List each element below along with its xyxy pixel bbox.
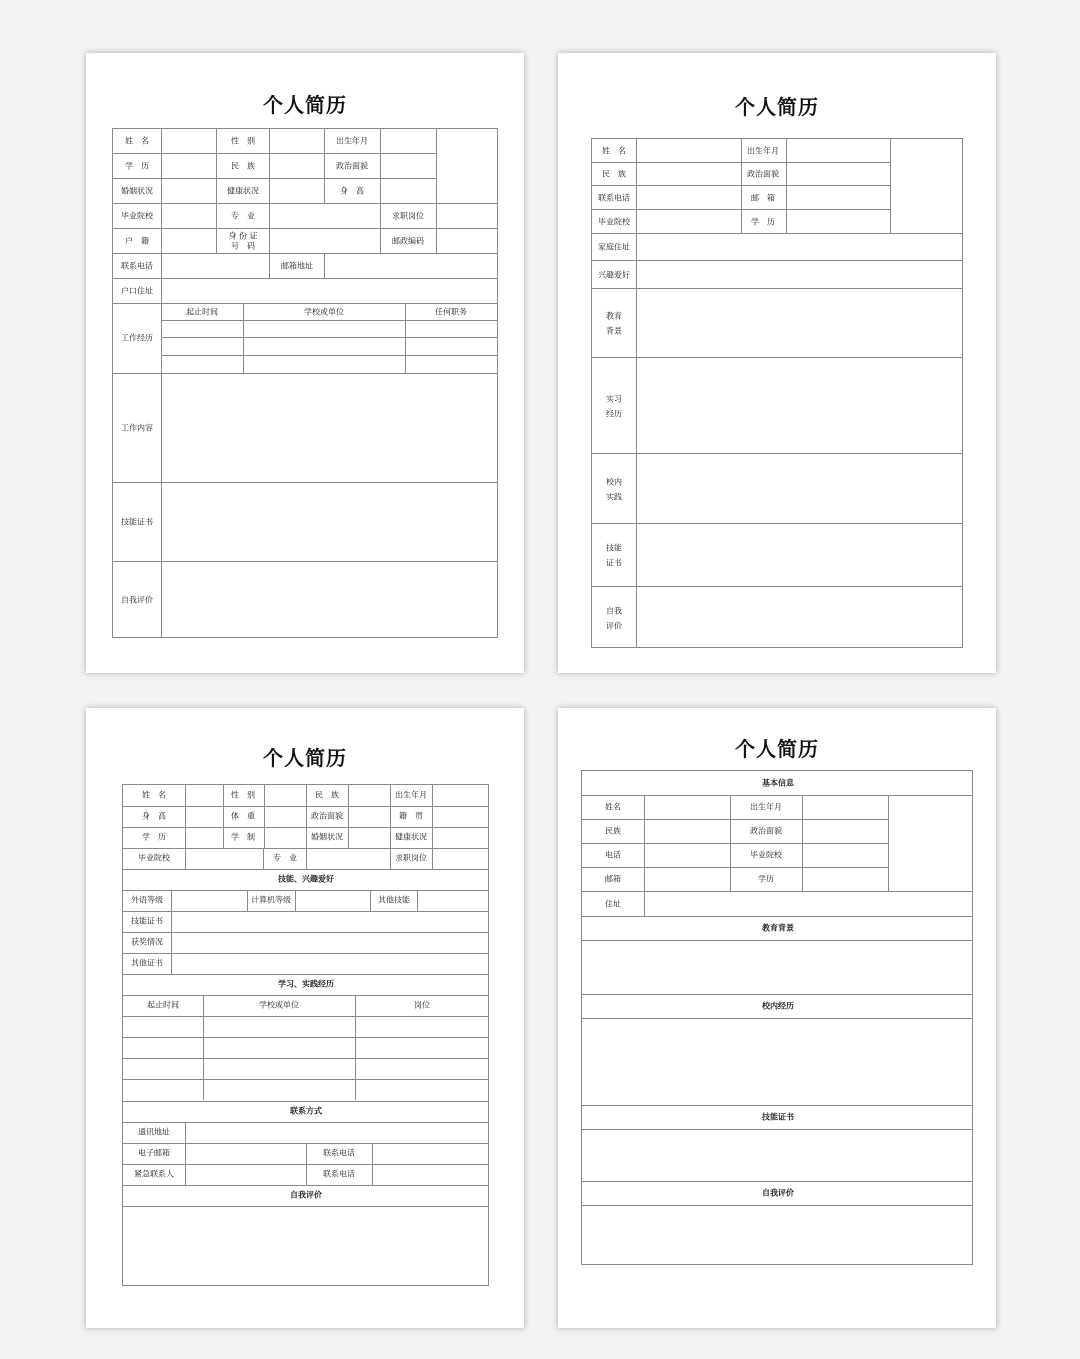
label-phone: 联系电话	[598, 193, 630, 203]
label-campus-line1: 校内	[606, 477, 622, 487]
resume-table	[581, 770, 973, 1265]
label-post: 岗位	[414, 1000, 430, 1010]
resume-page-1	[86, 53, 524, 673]
label-address: 邮箱地址	[281, 261, 313, 271]
label-emergency: 紧急联系人	[134, 1169, 174, 1179]
label-hobby: 兴趣爱好	[598, 270, 630, 280]
label-self-line1: 自我	[606, 606, 622, 616]
label-political: 政治面貌	[336, 161, 368, 171]
label-edu-line2: 背景	[606, 326, 622, 336]
label-skill-line2: 证书	[606, 558, 622, 568]
section-study: 学习、实践经历	[278, 979, 334, 989]
label-self-line2: 评价	[606, 621, 622, 631]
label-school: 毕业院校	[121, 211, 153, 221]
resume-page-2	[558, 53, 996, 673]
label-phone-2: 联系电话	[323, 1169, 355, 1179]
section-certificates: 技能证书	[762, 1112, 794, 1122]
label-campus-line2: 实践	[606, 492, 622, 502]
section-self: 自我评价	[762, 1188, 794, 1198]
label-home-address: 家庭住址	[598, 242, 630, 252]
resume-table	[112, 128, 498, 638]
label-marital: 婚姻状况	[311, 832, 343, 842]
label-awards: 获奖情况	[131, 937, 163, 947]
label-ethnicity: 民 族	[231, 161, 255, 171]
label-name: 姓 名	[602, 146, 626, 156]
section-education: 教育背景	[762, 923, 794, 933]
label-education: 学历	[758, 874, 774, 884]
label-birth: 出生年月	[336, 136, 368, 146]
label-org: 学校或单位	[259, 1000, 299, 1010]
label-phone: 电话	[605, 850, 621, 860]
label-hukou-address: 户口住址	[121, 286, 153, 296]
resume-page-4	[558, 708, 996, 1328]
label-language: 外语等级	[131, 895, 163, 905]
label-phone: 联系电话	[121, 261, 153, 271]
label-major: 专 业	[273, 853, 297, 863]
label-address: 住址	[605, 899, 621, 909]
label-name: 姓名	[605, 802, 621, 812]
section-campus: 校内经历	[762, 1001, 794, 1011]
label-other-certs: 其他证书	[131, 958, 163, 968]
label-political: 政治面貌	[750, 826, 782, 836]
label-height: 身 高	[142, 811, 166, 821]
label-email: 邮 箱	[751, 193, 775, 203]
label-birth: 出生年月	[395, 790, 427, 800]
label-email: 邮箱	[605, 874, 621, 884]
label-education: 学 历	[125, 161, 149, 171]
label-other-skills: 其他技能	[378, 895, 410, 905]
label-birth: 出生年月	[750, 802, 782, 812]
label-health: 健康状况	[227, 186, 259, 196]
label-education: 学 历	[142, 832, 166, 842]
label-system: 学 制	[231, 832, 255, 842]
label-hukou: 户 籍	[125, 236, 149, 246]
label-ethnicity: 民族	[605, 826, 621, 836]
label-edu-line1: 教育	[606, 311, 622, 321]
resume-page-3	[86, 708, 524, 1328]
label-work-content: 工作内容	[121, 423, 153, 433]
section-self: 自我评价	[290, 1190, 322, 1200]
label-computer: 计算机等级	[251, 895, 291, 905]
label-email: 电子邮箱	[138, 1148, 170, 1158]
label-name: 姓 名	[125, 136, 149, 146]
label-height: 身 高	[340, 186, 364, 196]
resume-title: 个人简历	[735, 737, 819, 761]
label-political: 政治面貌	[747, 169, 779, 179]
label-weight: 体 重	[231, 811, 255, 821]
label-org: 学校或单位	[304, 307, 344, 317]
label-mail-address: 通讯地址	[138, 1127, 170, 1137]
label-political: 政治面貌	[311, 811, 343, 821]
label-period: 起止时间	[147, 1000, 179, 1010]
label-id-line1: 身 份 证	[228, 231, 258, 241]
resume-title: 个人简历	[735, 95, 819, 119]
label-id-line2: 号 码	[231, 241, 255, 251]
label-name: 姓 名	[142, 790, 166, 800]
label-phone-1: 联系电话	[323, 1148, 355, 1158]
label-gender: 性 别	[231, 136, 255, 146]
section-skills: 技能、兴趣爱好	[278, 874, 334, 884]
resume-table	[591, 138, 963, 648]
label-certificates: 技能证书	[131, 916, 163, 926]
label-marital: 婚姻状况	[121, 186, 153, 196]
label-major: 专 业	[231, 211, 255, 221]
label-ethnicity: 民 族	[602, 169, 626, 179]
label-position: 求职岗位	[392, 211, 424, 221]
label-school: 毕业院校	[750, 850, 782, 860]
label-education: 学 历	[751, 217, 775, 227]
label-work-experience: 工作经历	[121, 333, 153, 343]
label-certificates: 技能证书	[121, 517, 153, 527]
label-role: 任何职务	[435, 307, 467, 317]
label-gender: 性 别	[231, 790, 255, 800]
label-school: 毕业院校	[598, 217, 630, 227]
label-postcode: 邮政编码	[392, 236, 424, 246]
label-ethnicity: 民 族	[315, 790, 339, 800]
resume-table	[122, 784, 489, 1286]
label-school: 毕业院校	[138, 853, 170, 863]
label-skill-line1: 技能	[606, 543, 622, 553]
label-birth: 出生年月	[747, 146, 779, 156]
section-contact: 联系方式	[290, 1106, 322, 1116]
label-period: 起止时间	[186, 307, 218, 317]
label-self-evaluation: 自我评价	[121, 595, 153, 605]
resume-title: 个人简历	[263, 93, 347, 117]
label-intern-line1: 实习	[606, 394, 622, 404]
label-position: 求职岗位	[395, 853, 427, 863]
label-intern-line2: 经历	[606, 409, 622, 419]
section-basic-info: 基本信息	[762, 778, 794, 788]
label-native: 籍 贯	[399, 811, 423, 821]
label-health: 健康状况	[395, 832, 427, 842]
resume-title: 个人简历	[263, 746, 347, 770]
